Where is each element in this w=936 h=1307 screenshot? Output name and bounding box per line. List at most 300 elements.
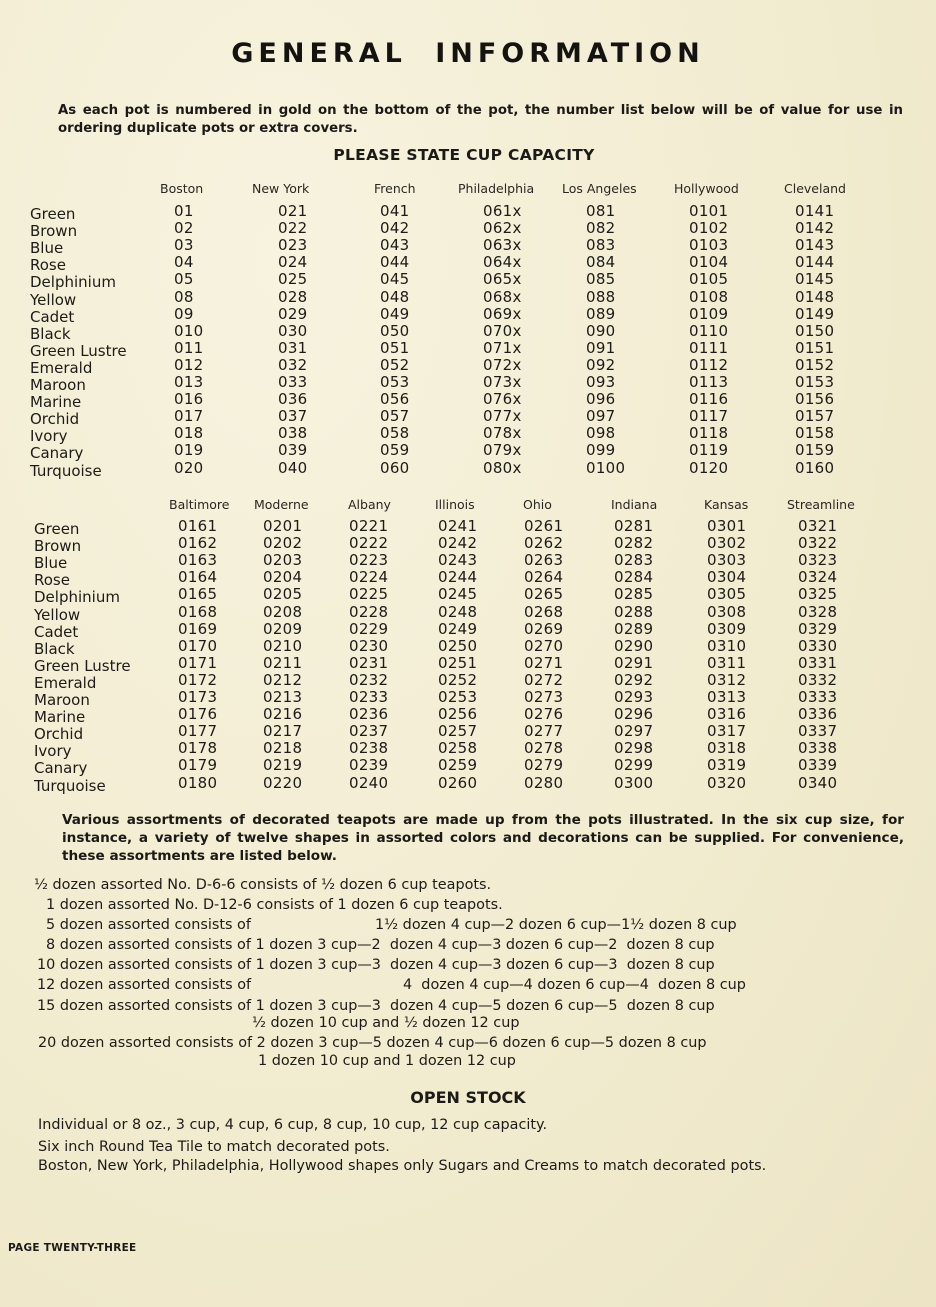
- table-cell: 0145: [795, 270, 835, 289]
- table-cell: 0150: [795, 321, 835, 340]
- table-cell: 0161: [178, 517, 218, 535]
- table-cell: 0261: [524, 517, 564, 535]
- table-cell: 091: [586, 338, 616, 357]
- table-cell: 0253: [438, 688, 478, 706]
- table-cell: 0108: [689, 287, 729, 306]
- table-cell: 028: [278, 287, 308, 306]
- table-cell: 0316: [707, 705, 747, 724]
- table-cell: 0203: [263, 551, 303, 570]
- table-cell: 0180: [178, 773, 218, 792]
- table-cell: 0305: [707, 585, 747, 604]
- column-header: New York: [252, 181, 310, 196]
- table-cell: 0169: [178, 619, 218, 638]
- table-cell: 020: [174, 458, 204, 477]
- table-cell: 09: [174, 304, 194, 323]
- table-cell: 08: [174, 287, 194, 306]
- table-cell: 056: [380, 390, 410, 409]
- table-cell: 0323: [798, 551, 838, 570]
- table-cell: 060: [380, 458, 410, 477]
- table-cell: 043: [380, 236, 410, 255]
- table-cell: 059: [380, 441, 410, 460]
- row-label: Turquoise: [34, 776, 106, 795]
- table-cell: 0238: [349, 739, 389, 758]
- table-cell: 0273: [524, 688, 564, 706]
- table-cell: 0283: [614, 551, 654, 570]
- cup-capacity-heading: PLEASE STATE CUP CAPACITY: [333, 146, 595, 164]
- table-cell: 0141: [795, 202, 835, 220]
- table-cell: 048: [380, 287, 410, 306]
- table-cell: 0336: [798, 705, 838, 724]
- table-cell: 0109: [689, 304, 729, 323]
- assortment-line: 10 dozen assorted consists of 1 dozen 3 cup—3 dozen 4 cup—3 dozen 6 cup—3 dozen 8 cup: [37, 957, 715, 973]
- table-cell: 0270: [524, 636, 564, 655]
- table-cell: 0329: [798, 619, 838, 638]
- table-cell: 0257: [438, 722, 478, 741]
- table-cell: 083: [586, 236, 616, 255]
- table-cell: 019: [174, 441, 204, 460]
- assortment-line: 1 dozen 10 cup and 1 dozen 12 cup: [258, 1053, 516, 1069]
- table-cell: 049: [380, 304, 410, 323]
- table-cell: 081: [586, 202, 616, 220]
- table-cell: 040: [278, 458, 308, 477]
- column-header: Indiana: [611, 497, 658, 512]
- table-cell: 010: [174, 321, 204, 340]
- table-cell: 0218: [263, 739, 303, 758]
- column-header: Philadelphia: [458, 181, 535, 196]
- table-cell: 041: [380, 202, 410, 220]
- table-cell: 076x: [483, 390, 522, 409]
- open-stock-heading: OPEN STOCK: [410, 1088, 526, 1107]
- row-label: Emerald: [34, 673, 97, 692]
- table-cell: 0221: [349, 517, 389, 535]
- table-cell: 025: [278, 270, 308, 289]
- table-cell: 080x: [483, 458, 522, 477]
- table-cell: 0249: [438, 619, 478, 638]
- table-cell: 0302: [707, 534, 747, 553]
- table-cell: 022: [278, 219, 308, 238]
- table-cell: 0165: [178, 585, 218, 604]
- table-cell: 0260: [438, 773, 478, 792]
- row-label: Maroon: [30, 376, 86, 394]
- table-cell: 0111: [689, 338, 729, 357]
- table-cell: 033: [278, 373, 308, 391]
- table-cell: 0173: [178, 688, 218, 706]
- table-cell: 023: [278, 236, 308, 255]
- table-cell: 0105: [689, 270, 729, 289]
- table-cell: 0268: [524, 602, 564, 621]
- table-cell: 021: [278, 202, 308, 220]
- row-label: Cadet: [34, 622, 79, 641]
- column-header: Boston: [160, 181, 204, 196]
- row-label: Cadet: [30, 307, 75, 326]
- table-cell: 0117: [689, 407, 729, 426]
- table-cell: 03: [174, 236, 194, 255]
- open-stock-line: Individual or 8 oz., 3 cup, 4 cup, 6 cup, 8 cup, 10 cup, 12 cup capacity.: [38, 1117, 548, 1133]
- table-cell: 0242: [438, 534, 478, 553]
- table-cell: 0156: [795, 390, 835, 409]
- table-cell: 05: [174, 270, 194, 289]
- table-cell: 037: [278, 407, 308, 426]
- table-cell: 077x: [483, 407, 522, 426]
- table-cell: 0220: [263, 773, 303, 792]
- table-cell: 0232: [349, 670, 389, 689]
- table-cell: 058: [380, 424, 410, 443]
- table-cell: 085: [586, 270, 616, 289]
- table-cell: 0330: [798, 636, 838, 655]
- table-cell: 012: [174, 355, 204, 374]
- row-label: Orchid: [30, 410, 80, 429]
- table-cell: 084: [586, 253, 616, 272]
- table-cell: 063x: [483, 236, 522, 255]
- table-cell: 01: [174, 202, 194, 220]
- table-cell: 0211: [263, 653, 303, 672]
- table-cell: 0228: [349, 602, 389, 621]
- table-cell: 0205: [263, 585, 303, 604]
- table-cell: 0172: [178, 670, 218, 689]
- table-cell: 0284: [614, 568, 654, 587]
- table-cell: 011: [174, 338, 204, 357]
- table-cell: 0250: [438, 636, 478, 655]
- page-number: PAGE TWENTY-THREE: [8, 1242, 137, 1254]
- row-label: Yellow: [30, 290, 77, 309]
- table-cell: 0245: [438, 585, 478, 604]
- table-cell: 0297: [614, 722, 654, 741]
- table-cell: 0148: [795, 287, 835, 306]
- table-cell: 098: [586, 424, 616, 443]
- table-cell: 0318: [707, 739, 747, 758]
- table-cell: 0222: [349, 534, 389, 553]
- table-cell: 0339: [798, 756, 838, 775]
- table-cell: 0237: [349, 722, 389, 741]
- table-cell: 062x: [483, 219, 522, 238]
- table-cell: 0144: [795, 253, 835, 272]
- table-cell: 0160: [795, 458, 835, 477]
- open-stock-line: Boston, New York, Philadelphia, Hollywood shapes only Sugars and Creams to match decorated pots.: [38, 1158, 767, 1174]
- table-cell: 045: [380, 270, 410, 289]
- table-cell: 0120: [689, 458, 729, 477]
- table-cell: 0288: [614, 602, 654, 621]
- assortment-line: 20 dozen assorted consists of 2 dozen 3 cup—5 dozen 4 cup—6 dozen 6 cup—5 dozen 8 cup: [38, 1035, 707, 1051]
- table-cell: 0177: [178, 722, 218, 741]
- assortment-line: ½ dozen 10 cup and ½ dozen 12 cup: [252, 1015, 520, 1031]
- table-cell: 0285: [614, 585, 654, 604]
- row-label: Black: [34, 639, 75, 658]
- table-cell: 036: [278, 390, 308, 409]
- table-cell: 0289: [614, 619, 654, 638]
- table-cell: 032: [278, 355, 308, 374]
- table-cell: 0231: [349, 653, 389, 672]
- table-cell: 099: [586, 441, 616, 460]
- table-cell: 0280: [524, 773, 564, 792]
- assortment-line: ½ dozen assorted No. D-6-6 consists of ½ dozen 6 cup teapots.: [34, 877, 492, 893]
- table-cell: 0282: [614, 534, 654, 553]
- table-cell: 0258: [438, 739, 478, 758]
- assortment-line: 5 dozen assorted consists of: [46, 917, 251, 933]
- table-cell: 038: [278, 424, 308, 443]
- table-cell: 0230: [349, 636, 389, 655]
- table-cell: 0149: [795, 304, 835, 323]
- row-label: Ivory: [34, 742, 72, 761]
- assortment-line: 12 dozen assorted consists of: [37, 977, 252, 993]
- table-cell: 0116: [689, 390, 729, 409]
- table-cell: 0311: [707, 653, 747, 672]
- table-cell: 0312: [707, 670, 747, 689]
- column-header: Streamline: [787, 497, 855, 512]
- table-cell: 024: [278, 253, 308, 272]
- table-cell: 0168: [178, 602, 218, 621]
- table-cell: 04: [174, 253, 194, 272]
- table-cell: 0159: [795, 441, 835, 460]
- table-cell: 0244: [438, 568, 478, 587]
- table-cell: 0293: [614, 688, 654, 706]
- row-label: Green Lustre: [30, 341, 127, 360]
- table-cell: 0281: [614, 517, 654, 535]
- table-cell: 0269: [524, 619, 564, 638]
- table-cell: 0119: [689, 441, 729, 460]
- table-cell: 0333: [798, 688, 838, 706]
- table-cell: 0151: [795, 338, 835, 357]
- row-label: Ivory: [30, 427, 68, 446]
- table-cell: 0113: [689, 373, 729, 391]
- table-cell: 013: [174, 373, 204, 391]
- table-cell: 093: [586, 373, 616, 391]
- table-cell: 0277: [524, 722, 564, 741]
- table-cell: 0212: [263, 670, 303, 689]
- column-header: Cleveland: [784, 181, 846, 196]
- table-cell: 0340: [798, 773, 838, 792]
- table-cell: 0223: [349, 551, 389, 570]
- table-cell: 069x: [483, 304, 522, 323]
- table-cell: 0304: [707, 568, 747, 587]
- row-label: Green: [34, 520, 80, 538]
- table-cell: 0291: [614, 653, 654, 672]
- table-cell: 061x: [483, 202, 522, 220]
- table-cell: 0251: [438, 653, 478, 672]
- row-label: Black: [30, 324, 71, 343]
- table-cell: 0216: [263, 705, 303, 724]
- assortment-line: 4 dozen 4 cup—4 dozen 6 cup—4 dozen 8 cup: [403, 977, 746, 993]
- table-cell: 0103: [689, 236, 729, 255]
- column-header: Baltimore: [169, 497, 230, 512]
- table-cell: 0259: [438, 756, 478, 775]
- table-cell: 039: [278, 441, 308, 460]
- table-cell: 0241: [438, 517, 478, 535]
- table-cell: 0233: [349, 688, 389, 706]
- table-cell: 0332: [798, 670, 838, 689]
- table-cell: 0319: [707, 756, 747, 775]
- table-cell: 0208: [263, 602, 303, 621]
- table-cell: 0263: [524, 551, 564, 570]
- table-cell: 072x: [483, 355, 522, 374]
- table-cell: 0224: [349, 568, 389, 587]
- table-cell: 0213: [263, 688, 303, 706]
- column-header: Illinois: [435, 497, 475, 512]
- table-cell: 092: [586, 355, 616, 374]
- table-cell: 057: [380, 407, 410, 426]
- table-cell: 0204: [263, 568, 303, 587]
- table-cell: 0276: [524, 705, 564, 724]
- table-cell: 068x: [483, 287, 522, 306]
- table-cell: 0209: [263, 619, 303, 638]
- row-label: Blue: [34, 554, 68, 573]
- table-cell: 097: [586, 407, 616, 426]
- table-cell: 050: [380, 321, 410, 340]
- table-cell: 0176: [178, 705, 218, 724]
- table-cell: 0338: [798, 739, 838, 758]
- table-cell: 0337: [798, 722, 838, 741]
- table-cell: 0296: [614, 705, 654, 724]
- row-label: Maroon: [34, 691, 90, 709]
- row-label: Rose: [34, 571, 70, 590]
- column-header: Ohio: [523, 497, 552, 512]
- table-cell: 052: [380, 355, 410, 374]
- column-header: French: [374, 181, 416, 196]
- table-cell: 0101: [689, 202, 729, 220]
- table-cell: 0143: [795, 236, 835, 255]
- table-cell: 0178: [178, 739, 218, 758]
- table-cell: 0153: [795, 373, 835, 391]
- table-cell: 029: [278, 304, 308, 323]
- table-cell: 0162: [178, 534, 218, 553]
- table-cell: 071x: [483, 338, 522, 357]
- table-cell: 0248: [438, 602, 478, 621]
- column-header: Los Angeles: [562, 181, 637, 196]
- row-label: Delphinium: [30, 273, 116, 292]
- table-cell: 0301: [707, 517, 747, 535]
- table-cell: 064x: [483, 253, 522, 272]
- table-cell: 0278: [524, 739, 564, 758]
- table-cell: 0252: [438, 670, 478, 689]
- table-cell: 030: [278, 321, 308, 340]
- table-cell: 0236: [349, 705, 389, 724]
- table-cell: 0163: [178, 551, 218, 570]
- table-cell: 0308: [707, 602, 747, 621]
- table-cell: 0290: [614, 636, 654, 655]
- table-cell: 0217: [263, 722, 303, 741]
- table-cell: 0298: [614, 739, 654, 758]
- row-label: Canary: [30, 444, 84, 463]
- table-cell: 0210: [263, 636, 303, 655]
- table-cell: 0202: [263, 534, 303, 553]
- table-cell: 0110: [689, 321, 729, 340]
- assortments-note: Various assortments of decorated teapots are made up from the pots illustrated. In the six cup size, for instance, a variety of twelve shapes in assorted colors and decorations can be supplied. For convenience, these assortments are listed below.: [62, 812, 904, 864]
- table-cell: 0170: [178, 636, 218, 655]
- row-label: Brown: [34, 537, 82, 556]
- column-header: Kansas: [704, 497, 749, 512]
- page-title: GENERAL INFORMATION: [231, 38, 705, 69]
- table-cell: 0328: [798, 602, 838, 621]
- table-cell: 0171: [178, 653, 218, 672]
- row-label: Marine: [34, 708, 86, 727]
- table-cell: 051: [380, 338, 410, 357]
- row-label: Brown: [30, 222, 78, 241]
- table-cell: 0152: [795, 355, 835, 374]
- assortment-line: 8 dozen assorted consists of 1 dozen 3 cup—2 dozen 4 cup—3 dozen 6 cup—2 dozen 8 cup: [46, 937, 715, 953]
- table-cell: 0104: [689, 253, 729, 272]
- table-cell: 089: [586, 304, 616, 323]
- row-label: Orchid: [34, 725, 84, 744]
- table-cell: 0324: [798, 568, 838, 587]
- table-cell: 044: [380, 253, 410, 272]
- table-cell: 0310: [707, 636, 747, 655]
- table-cell: 02: [174, 219, 194, 238]
- table-cell: 017: [174, 407, 204, 426]
- row-label: Marine: [30, 393, 82, 412]
- column-header: Albany: [348, 497, 391, 512]
- table-cell: 065x: [483, 270, 522, 289]
- table-cell: 073x: [483, 373, 522, 391]
- row-label: Rose: [30, 256, 66, 275]
- row-label: Green: [30, 205, 76, 223]
- table-cell: 0264: [524, 568, 564, 587]
- intro-paragraph: As each pot is numbered in gold on the bottom of the pot, the number list below will be of value for use in ordering duplicate pots or extra covers.: [58, 103, 903, 136]
- table-cell: 0158: [795, 424, 835, 443]
- table-cell: 0256: [438, 705, 478, 724]
- assortment-line: 1 dozen assorted No. D-12-6 consists of 1 dozen 6 cup teapots.: [46, 897, 503, 913]
- row-label: Emerald: [30, 358, 93, 377]
- assortment-line: 15 dozen assorted consists of 1 dozen 3 cup—3 dozen 4 cup—5 dozen 6 cup—5 dozen 8 cup: [37, 998, 715, 1014]
- table-cell: 0157: [795, 407, 835, 426]
- table-cell: 0331: [798, 653, 838, 672]
- table-cell: 031: [278, 338, 308, 357]
- table-cell: 0265: [524, 585, 564, 604]
- table-cell: 078x: [483, 424, 522, 443]
- table-cell: 0325: [798, 585, 838, 604]
- table-cell: 0303: [707, 551, 747, 570]
- table-cell: 0100: [586, 458, 626, 477]
- table-cell: 0219: [263, 756, 303, 775]
- table-cell: 0225: [349, 585, 389, 604]
- row-label: Delphinium: [34, 588, 120, 607]
- table-cell: 0279: [524, 756, 564, 775]
- table-cell: 042: [380, 219, 410, 238]
- table-cell: 0229: [349, 619, 389, 638]
- table-cell: 016: [174, 390, 204, 409]
- table-cell: 0112: [689, 355, 729, 374]
- table-cell: 070x: [483, 321, 522, 340]
- table-cell: 0322: [798, 534, 838, 553]
- table-cell: 0317: [707, 722, 747, 741]
- table-cell: 0201: [263, 517, 303, 535]
- table-cell: 0240: [349, 773, 389, 792]
- table-cell: 0262: [524, 534, 564, 553]
- table-cell: 088: [586, 287, 616, 306]
- table-cell: 082: [586, 219, 616, 238]
- table-cell: 0142: [795, 219, 835, 238]
- table-cell: 0179: [178, 756, 218, 775]
- row-label: Canary: [34, 759, 88, 778]
- table-cell: 090: [586, 321, 616, 340]
- column-header: Hollywood: [674, 181, 739, 196]
- table-cell: 0239: [349, 756, 389, 775]
- row-label: Yellow: [34, 605, 81, 624]
- table-cell: 0320: [707, 773, 747, 792]
- table-cell: 096: [586, 390, 616, 409]
- table-cell: 079x: [483, 441, 522, 460]
- table-cell: 018: [174, 424, 204, 443]
- table-cell: 0102: [689, 219, 729, 238]
- table-cell: 053: [380, 373, 410, 391]
- assortment-line: 1½ dozen 4 cup—2 dozen 6 cup—1½ dozen 8 cup: [375, 917, 737, 933]
- table-cell: 0118: [689, 424, 729, 443]
- open-stock-line: Six inch Round Tea Tile to match decorated pots.: [38, 1139, 390, 1155]
- row-label: Blue: [30, 239, 64, 258]
- table-cell: 0243: [438, 551, 478, 570]
- table-cell: 0299: [614, 756, 654, 775]
- table-cell: 0271: [524, 653, 564, 672]
- column-header: Moderne: [254, 497, 309, 512]
- row-label: Green Lustre: [34, 656, 131, 675]
